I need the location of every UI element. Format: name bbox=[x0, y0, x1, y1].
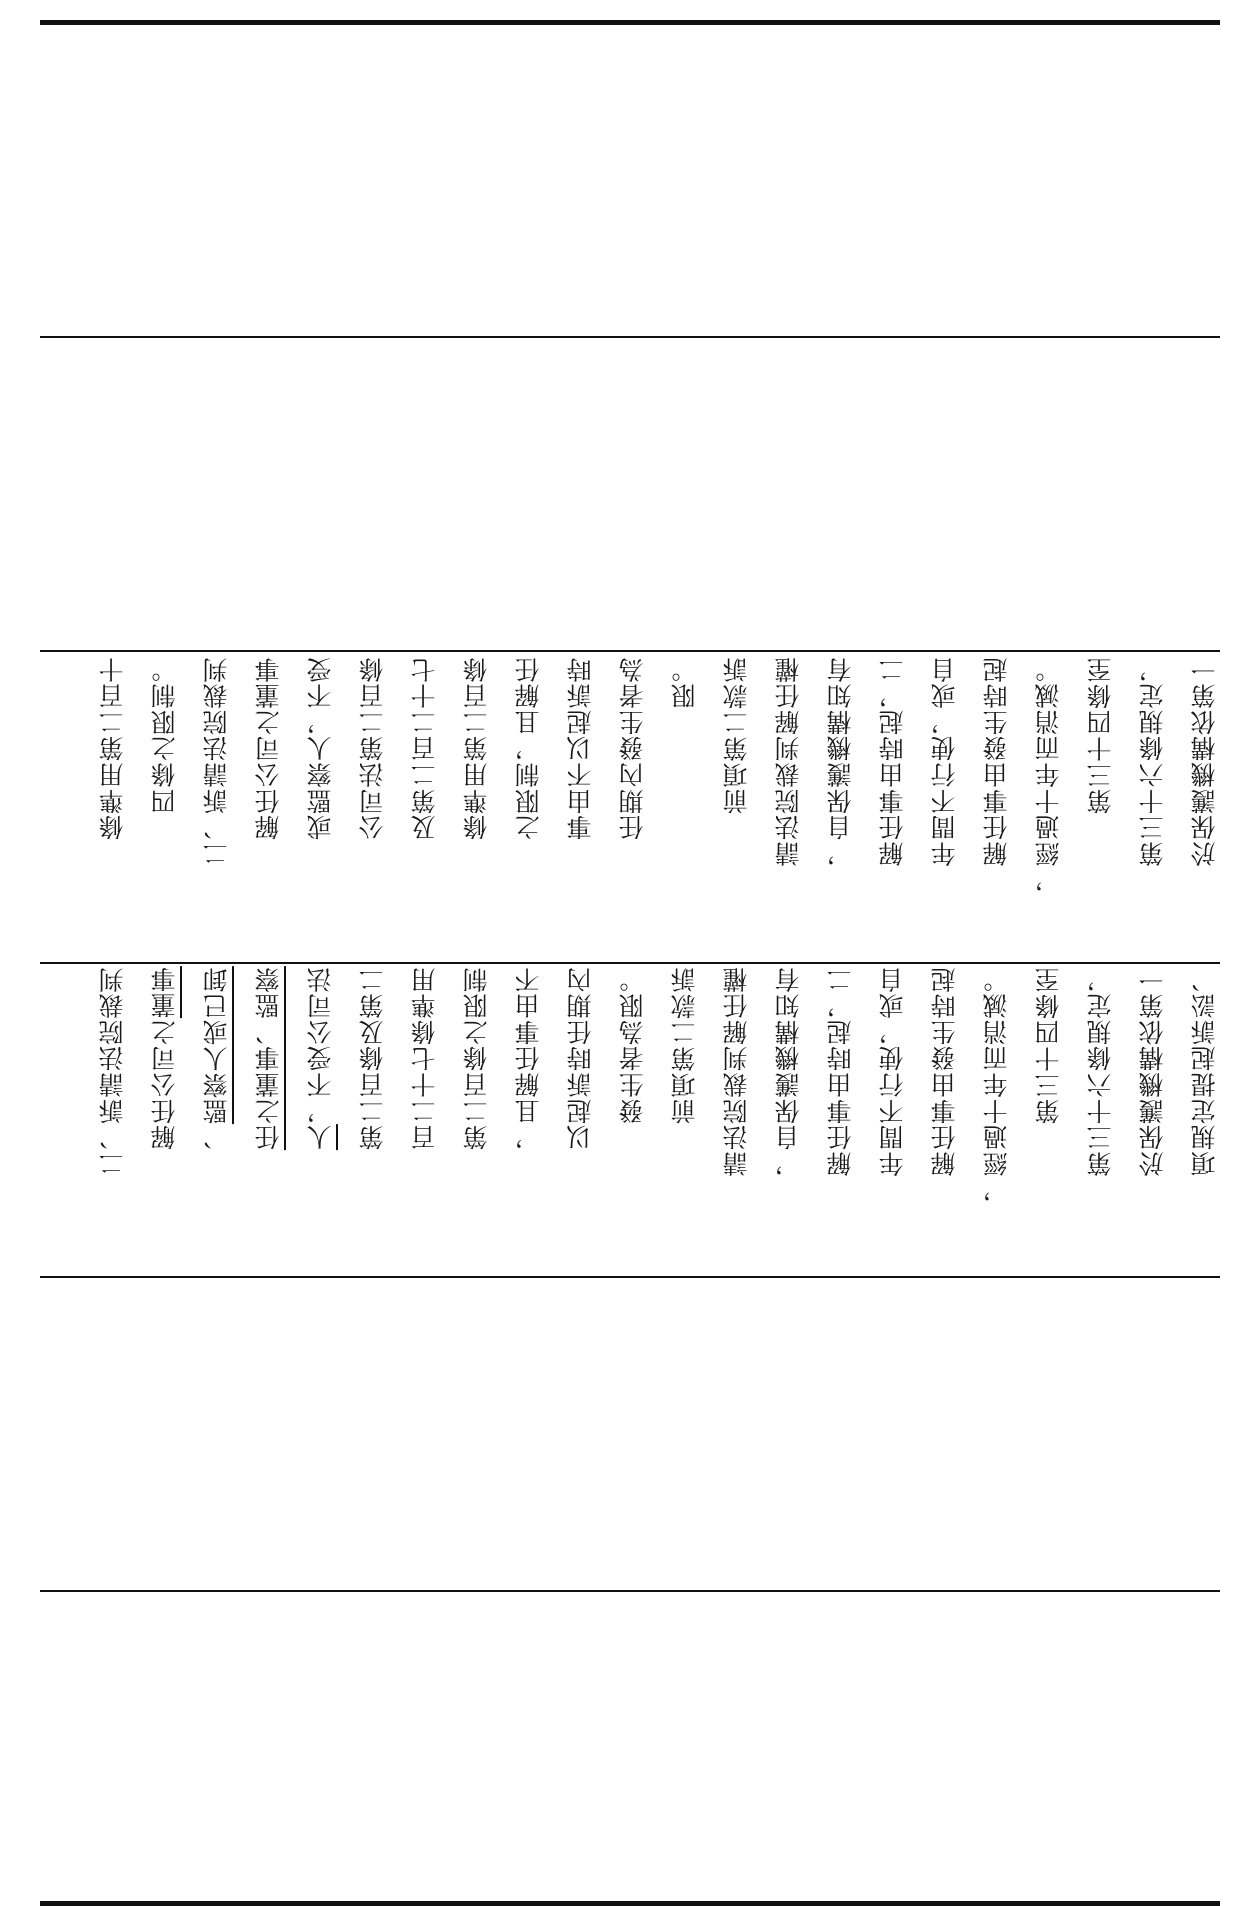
text-line: 及第二百二十七 bbox=[410, 656, 439, 841]
text-line: ，自保護機構知有 bbox=[826, 656, 855, 867]
text-line: 條準用第二百十 bbox=[98, 656, 127, 841]
text-line: 於保護機構依第一 bbox=[1190, 656, 1219, 867]
text-line: 二、訴請法院裁判 bbox=[202, 656, 231, 867]
text-line: 之限制，且解任 bbox=[514, 656, 543, 841]
text-line: 解任公司之董事 bbox=[144, 966, 186, 1150]
text-line: 項規定提起訴訟、 bbox=[1190, 966, 1219, 1177]
text-line: 年間不行使，或自 bbox=[878, 966, 907, 1177]
text-line: ，自保護機構知有 bbox=[774, 966, 803, 1177]
amended-text: 任之董事、監察 bbox=[254, 966, 286, 1150]
text-line: 第二百條及第二 bbox=[358, 966, 387, 1151]
text-line: 二、訴請法院裁判 bbox=[98, 966, 127, 1177]
text-line: 第三十四條至 bbox=[1034, 966, 1063, 1124]
text-line: 百二十七條準用 bbox=[410, 966, 439, 1151]
text-line: 前項第二款訴 bbox=[670, 966, 699, 1124]
table-cell-amended-text bbox=[40, 964, 1220, 1276]
amended-text: 董事 bbox=[150, 966, 182, 1019]
text-line: 任期內發生者為 bbox=[618, 656, 647, 841]
text-line: 解任事由時起，二 bbox=[826, 966, 855, 1177]
text-line: 限。 bbox=[670, 656, 699, 709]
text-line bbox=[248, 966, 290, 1150]
text-line: ，經過十年而消滅。 bbox=[982, 966, 1011, 1203]
text-line: 年間不行使，或自 bbox=[930, 656, 959, 867]
text-line: 或監察人，不受 bbox=[306, 656, 335, 841]
text-line: ，經過十年而消滅。 bbox=[1034, 656, 1063, 893]
table-top-border bbox=[40, 20, 1220, 25]
text-line: 四條之限制。 bbox=[150, 656, 179, 814]
text-line: 第三十六條規定， bbox=[1086, 966, 1115, 1177]
text-line: 請法院裁判解任權 bbox=[722, 966, 751, 1177]
table-cell-empty bbox=[40, 338, 1220, 650]
text-line: 第三十四條至 bbox=[1086, 656, 1115, 814]
text-line: 解任事由時起，二 bbox=[878, 656, 907, 867]
text-line: 人，不受公司法 bbox=[300, 966, 342, 1150]
text-line: ，且解任事由不 bbox=[514, 966, 543, 1151]
text-line: 解任公司之董事 bbox=[254, 656, 283, 841]
table-cell-current-text bbox=[40, 652, 1220, 962]
text-line: 請法院裁判解任權 bbox=[774, 656, 803, 867]
table-cell-empty bbox=[40, 26, 1220, 336]
text-line: 前項第二款訴 bbox=[722, 656, 751, 814]
text-line: 、監察人或已卸 bbox=[196, 966, 238, 1150]
text-line: 發生者為限。 bbox=[618, 966, 647, 1124]
amended-text: 人 bbox=[306, 1124, 338, 1150]
text-line: 第三十六條規定， bbox=[1138, 656, 1167, 867]
text-line: 於保護機構依第一 bbox=[1138, 966, 1167, 1177]
table-cell-empty bbox=[40, 1592, 1220, 1901]
text-line: 條準用第二百條 bbox=[462, 656, 491, 841]
amended-text: 監察人或已卸 bbox=[202, 966, 234, 1124]
text-line: 解任事由發生時起 bbox=[982, 656, 1011, 867]
text-line: 以起訴時任期內 bbox=[566, 966, 595, 1151]
table-cell-empty bbox=[40, 1278, 1220, 1590]
text-line: 公司法第二百條 bbox=[358, 656, 387, 841]
text-line: 事由不以起訴時 bbox=[566, 656, 595, 841]
text-line: 第二百條之限制 bbox=[462, 966, 491, 1151]
text-line: 解任事由發生時起 bbox=[930, 966, 959, 1177]
